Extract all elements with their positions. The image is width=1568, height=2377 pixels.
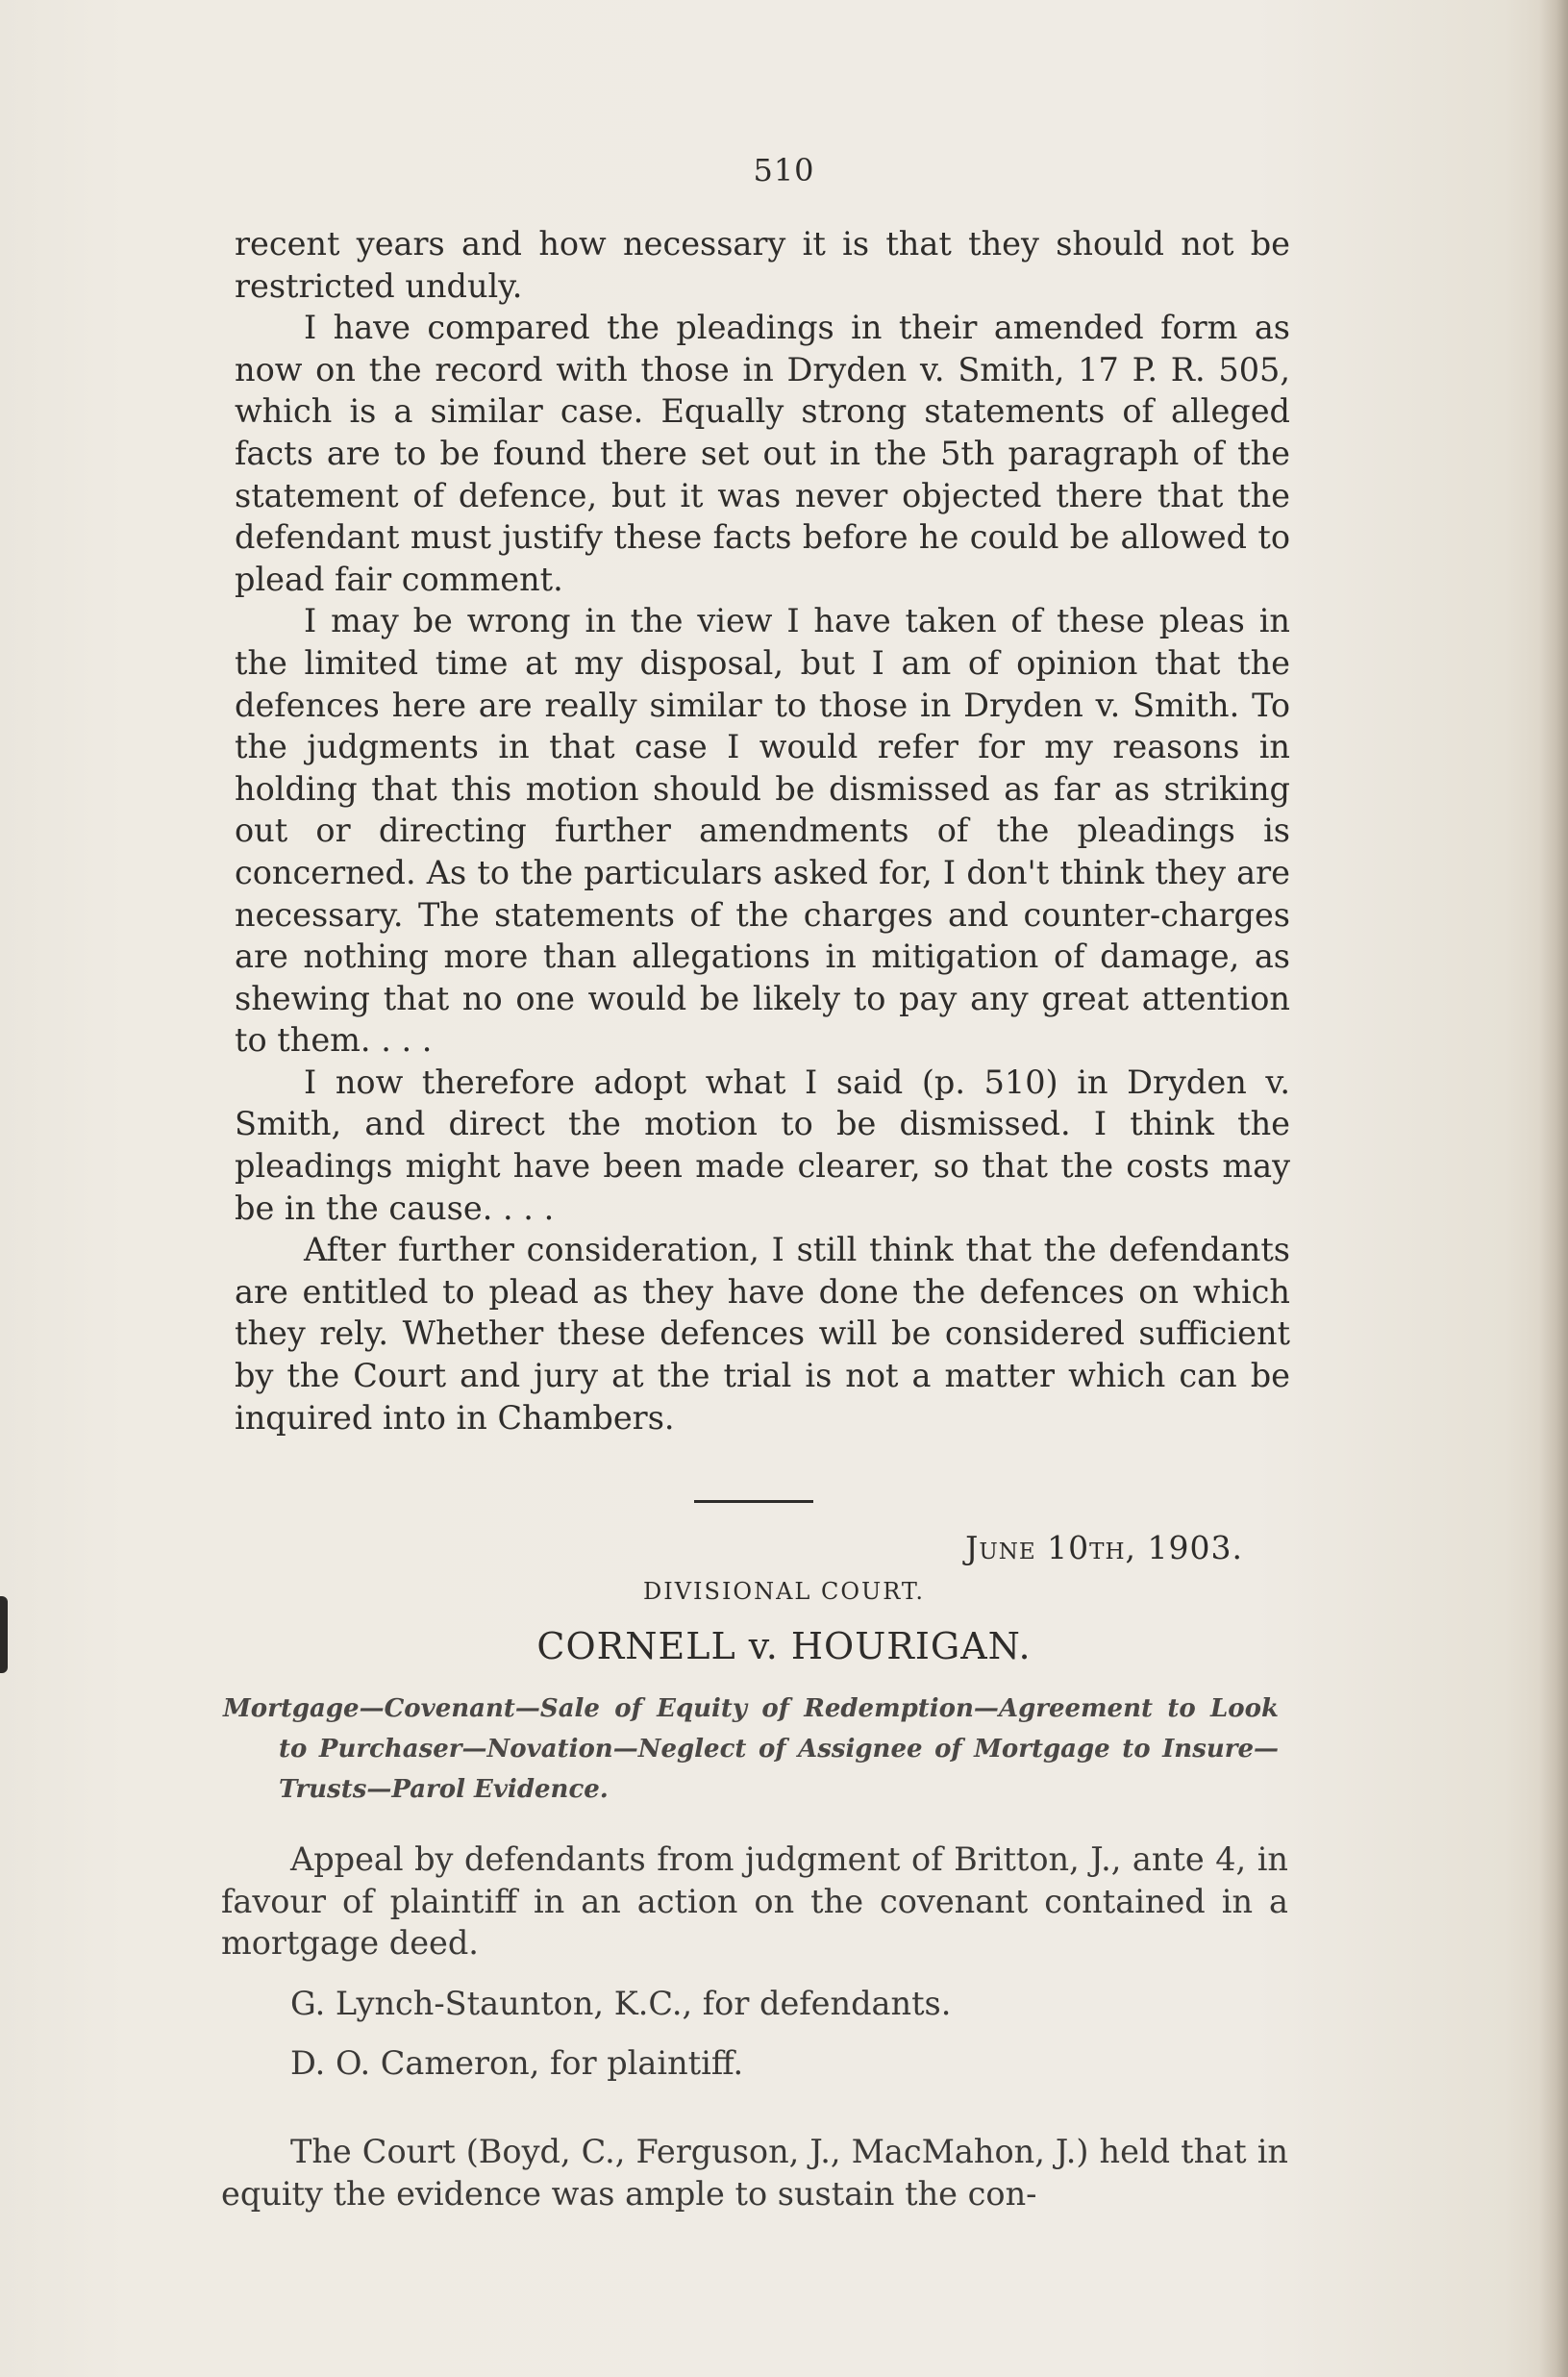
court-held-text: The Court (Boyd, C., Ferguson, J., MacMahon, J.) held that in equity the evidence was ample to sustain the con- xyxy=(221,2133,1288,2213)
paragraph-continuation: recent years and how necessary it is that they should not be restricted unduly. xyxy=(235,225,1290,305)
case-title: CORNELL v. HOURIGAN. xyxy=(536,1625,1032,1667)
paragraph: I have compared the pleadings in their amended form as now on the record with those in Dryden v. Smith, 17 P. R. 505, which is a similar case. Equally strong statements of alleged facts are to be found there set out in the 5th paragraph of the statement of defence, but it was never objected there that the defendant must justify these facts before he could be allowed to plead fair comment. xyxy=(235,309,1290,598)
paragraph: I now therefore adopt what I said (p. 510) in Dryden v. Smith, and direct the motion to be dismissed. I think the pleadings might have been made clearer, so that the costs may be in the cause. . . . xyxy=(235,1063,1290,1227)
court-held-paragraph xyxy=(221,2131,1288,2214)
headnote-text: Mortgage—Covenant—Sale of Equity of Redemption—Agreement to Look to Purchaser—Novation—Neglect of Assignee of Mortgage to Insure—Trusts—Parol Evidence. xyxy=(223,1694,1279,1804)
page-edge-shadow xyxy=(1539,0,1568,2377)
counsel-defendants: G. Lynch-Staunton, K.C., for defendants. xyxy=(290,1985,952,2022)
counsel-line xyxy=(221,1983,1288,2025)
court-name: DIVISIONAL COURT. xyxy=(642,1578,926,1605)
counsel-line xyxy=(221,2042,1288,2085)
opinion-text xyxy=(235,223,1290,1439)
decision-date: June 10th, 1903. xyxy=(965,1529,1243,1566)
page-number: 510 xyxy=(753,152,815,188)
counsel-plaintiff: D. O. Cameron, for plaintiff. xyxy=(290,2044,744,2082)
section-divider xyxy=(694,1500,813,1503)
paragraph: I may be wrong in the view I have taken of these pleas in the limited time at my disposal, but I am of opinion that the defences here are really similar to those in Dryden v. Smith. To the judgments in that case I would refer for my reasons in holding that this motion should be dismissed as far as striking out or directing further amendments of the pleadings is concerned. As to the particulars asked for, I don't think they are necessary. The statements of the charges and counter-charges are nothing more than allegations in mitigation of damage, as shewing that no one would be likely to pay any great attention to them. . . . xyxy=(235,602,1290,1060)
paragraph: After further consideration, I still think that the defendants are entitled to plead as they have done the defences on which they rely. Whether these defences will be considered sufficient by the Court and jury at the trial is not a matter which can be inquired into in Chambers. xyxy=(235,1231,1290,1437)
appeal-text: Appeal by defendants from judgment of Britton, J., ante 4, in favour of plaintiff in an action on the covenant contained in a mortgage deed. xyxy=(221,1840,1288,1963)
headnote xyxy=(223,1689,1279,1810)
appeal-paragraph xyxy=(221,1839,1288,1964)
